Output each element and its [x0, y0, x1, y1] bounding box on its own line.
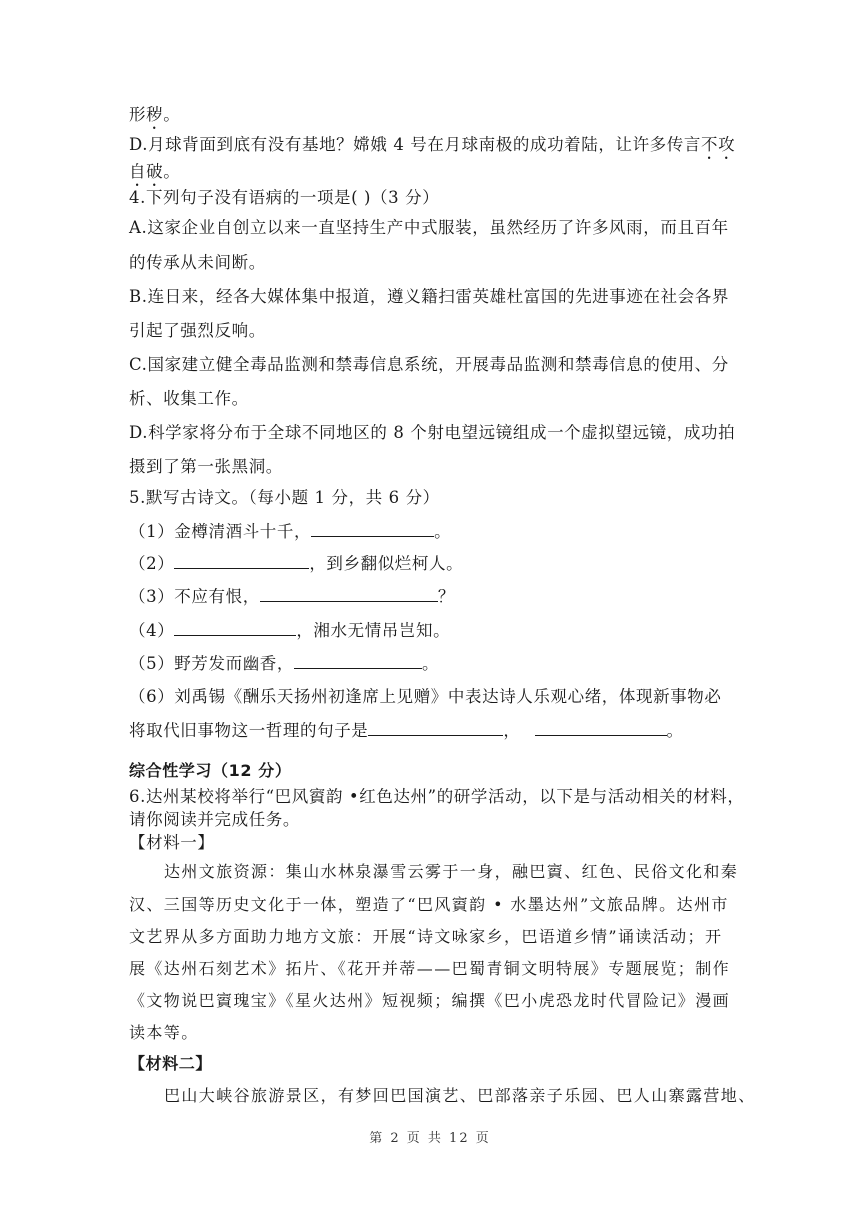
text: ？ — [437, 587, 455, 606]
answer-blank[interactable] — [174, 619, 296, 636]
q4-option-d-line2: 摄到了第一张黑洞。 — [129, 457, 283, 476]
q6-stem-line2: 请你阅读并完成任务。 — [129, 810, 300, 829]
material-2-label: 【材料二】 — [129, 1054, 213, 1073]
q5-item-1 — [129, 520, 451, 543]
text: 。 — [666, 721, 684, 740]
q5-stem: 5.默写古诗文。（每小题 1 分，共 6 分） — [129, 488, 440, 507]
text: （1）金樽清酒斗十千， — [129, 522, 312, 541]
text: 形 — [129, 105, 147, 124]
answer-blank[interactable] — [311, 520, 434, 537]
material-1-line2: 汉、三国等历史文化于一体，塑造了“巴风賨韵 • 水墨达州”文旅品牌。达州市 — [129, 895, 729, 914]
section-title: 综合性学习（12 分） — [129, 761, 292, 780]
answer-blank[interactable] — [294, 652, 422, 669]
q5-item-3 — [129, 585, 455, 608]
text: 。 — [163, 162, 181, 181]
text: （2） — [129, 554, 175, 573]
q4-option-b-line2: 引起了强烈反响。 — [129, 321, 266, 340]
text: （5）野芳发而幽香， — [129, 654, 294, 673]
q4-option-a-line2: 的传承从未间断。 — [129, 253, 266, 272]
answer-blank[interactable] — [368, 719, 503, 736]
answer-blank[interactable] — [535, 719, 667, 736]
material-1-line4: 展《达州石刻艺术》拓片、《花开并蒂——巴蜀青铜文明特展》专题展览；制作 — [129, 959, 731, 978]
emphasized-word: 秽 — [146, 105, 164, 124]
material-1-line5: 《文物说巴賨瑰宝》《星火达州》短视频；编撰《巴小虎恐龙时代冒险记》漫画 — [129, 991, 731, 1010]
q3-option-d-line2 — [129, 161, 180, 190]
text: 将取代旧事物这一哲理的句子是 — [129, 721, 369, 740]
q4-stem: 4.下列句子没有语病的一项是( )（3 分） — [129, 188, 440, 207]
q4-option-c-line1: C.国家建立健全毒品监测和禁毒信息系统，开展毒品监测和禁毒信息的使用、分 — [129, 355, 729, 374]
text: （3）不应有恨， — [129, 587, 260, 606]
text: 。 — [434, 522, 452, 541]
q4-option-d-line1: D.科学家将分布于全球不同地区的 8 个射电望远镜组成一个虚拟望远镜，成功拍 — [129, 423, 736, 442]
q3-option-d-line1 — [129, 134, 735, 163]
answer-blank[interactable] — [260, 585, 438, 602]
answer-blank[interactable] — [174, 552, 309, 569]
q5-item-6-line1: （6）刘禹锡《酬乐天扬州初逢席上见赠》中表达诗人乐观心绪，体现新事物必 — [129, 687, 722, 706]
q5-item-2 — [129, 552, 463, 575]
material-2-line1: 巴山大峡谷旅游景区，有梦回巴国演艺、巴部落亲子乐园、巴人山寨露营地、 — [164, 1086, 756, 1105]
material-1-line1: 达州文旅资源：集山水林泉瀑雪云雾于一身，融巴賨、红色、民俗文化和秦 — [164, 862, 739, 881]
q4-option-a-line1: A.这家企业自创立以来一直坚持生产中式服装，虽然经历了许多风雨，而且百年 — [129, 218, 729, 237]
emphasized-word: 不攻 — [700, 135, 736, 154]
text: 。 — [163, 105, 181, 124]
material-1-label: 【材料一】 — [129, 833, 215, 852]
text: ，湘水无情吊岂知。 — [296, 621, 451, 640]
text: （4） — [129, 621, 175, 640]
page-number: 第 2 页 共 12 页 — [369, 1131, 491, 1146]
q5-item-6-line2 — [129, 719, 684, 742]
q3-option-c-end — [129, 104, 180, 133]
material-1-line3: 文艺界从多方面助力地方文旅：开展“诗文咏家乡，巴语道乡情”诵读活动；开 — [129, 927, 723, 946]
q5-item-4 — [129, 619, 450, 642]
text: ，到乡翻似烂柯人。 — [309, 554, 464, 573]
q6-stem-line1: 6.达州某校将举行“巴风賨韵 •红色达州”的研学活动，以下是与活动相关的材料， — [129, 787, 745, 806]
emphasized-word: 自破 — [129, 162, 164, 181]
text: ， — [503, 721, 521, 740]
q4-option-b-line1: B.连日来，经各大媒体集中报道，遵义籍扫雷英雄杜富国的先进事迹在社会各界 — [129, 287, 729, 306]
q5-item-5 — [129, 652, 439, 675]
text: D.月球背面到底有没有基地？嫦娥 4 号在月球南极的成功着陆，让许多传言 — [129, 135, 701, 154]
q4-option-c-line2: 析、收集工作。 — [129, 389, 249, 408]
material-1-line6: 读本等。 — [129, 1023, 199, 1042]
text: 。 — [422, 654, 440, 673]
